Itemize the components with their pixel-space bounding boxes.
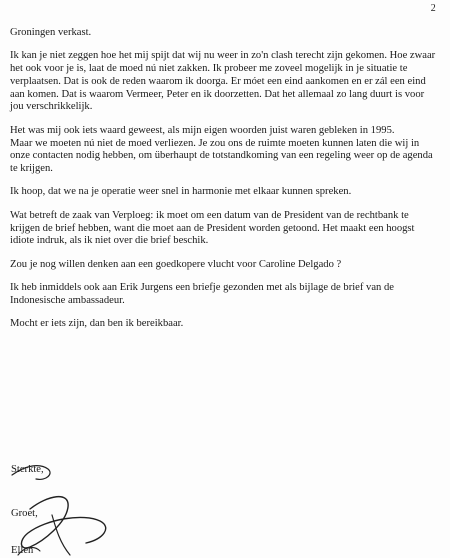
paragraph-vlucht: Zou je nog willen denken aan een goedkopere vlucht voor Caroline Delgado ? bbox=[10, 258, 342, 270]
paragraph-verploeg: Wat betreft de zaak van Verploeg: ik moet om een datum van de President van de rechtbank te krijgen de brief hebben, want die moet aan de President worden getoond. Het maakt een hoogst idiote indruk, als ik niet over die brief beschik. bbox=[10, 209, 415, 247]
paragraph-moed: Maar we moeten nú niet de moed verliezen. Je zou ons de ruimte moeten kunnen laten die wij in onze contacten nodig hebben, om überhaupt de totstandkoming van een regeling weer op de agenda te krijgen. bbox=[10, 137, 433, 175]
paragraph-bereikbaar: Mocht er iets zijn, dan ben ik bereikbaar. bbox=[10, 318, 184, 330]
closing-groet: Groet, bbox=[11, 508, 38, 519]
letter-body bbox=[10, 27, 440, 341]
paragraph-1995: Het was mij ook iets waard geweest, als mijn eigen woorden juist waren gebleken in 1995. bbox=[10, 124, 395, 136]
paragraph-operatie: Ik hoop, dat we na je operatie weer snel in harmonie met elkaar kunnen spreken. bbox=[10, 186, 352, 198]
closing-sterkte: Sterkte, bbox=[11, 464, 44, 475]
paragraph-opening: Groningen verkast. bbox=[10, 27, 92, 38]
paragraph-jurgens: Ik heb inmiddels ook aan Erik Jurgens een briefje gezonden met als bijlage de brief van de Indonesische ambassadeur. bbox=[10, 281, 394, 306]
paragraph-clash: Ik kan je niet zeggen hoe het mij spijt dat wij nu weer in zo'n clash terecht zijn gekomen. Hoe zwaar het ook voor je is, laat de moed nú niet zakken. Ik probeer me zoveel mogelijk in je situatie te verplaatsen. Dat is ook de reden waarom ik doorga. Er móet een eind aankomen en er zál een eind aan komen. Dat is waarom Vermeer, Peter en ik doorzetten. Dat het allemaal zo lang duurt is voor jou verschrikkelijk. bbox=[10, 50, 436, 113]
closing-name: Ellen bbox=[11, 545, 34, 556]
page-number: 2 bbox=[430, 3, 436, 14]
handwritten-signature bbox=[0, 455, 180, 558]
